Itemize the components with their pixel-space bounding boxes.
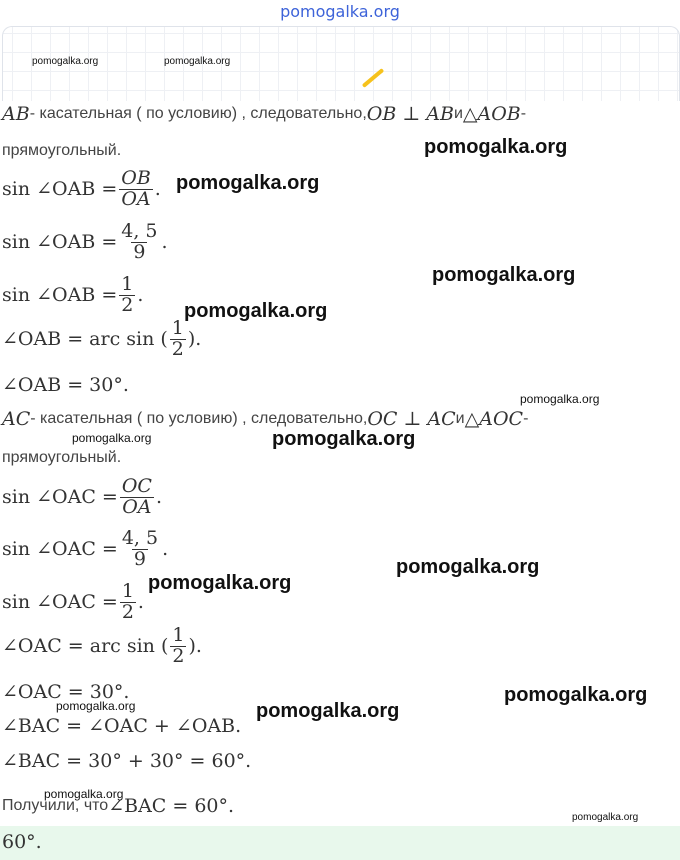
equation-tail: . [161,231,168,253]
fraction-numerator: 1 [171,316,184,339]
fraction-denominator: 9 [133,547,146,570]
fraction-denominator: 2 [172,644,185,667]
watermark: pomogalka.org [520,392,600,406]
watermark: pomogalka.org [424,136,568,158]
statement-continuation: прямоугольный. [2,449,122,466]
fraction [120,526,160,570]
triangle-expr: △AOB [462,103,521,125]
fraction [119,272,135,316]
equation-lhs: sin ∠OAC = [2,538,118,560]
fraction [170,623,186,667]
watermark: pomogalka.org [504,684,648,706]
equation-lhs: sin ∠OAB = [2,178,118,200]
fraction [170,316,186,360]
answer-bar [0,826,680,860]
watermark: pomogalka.org [32,56,99,67]
fraction-numerator: OC [121,474,152,497]
watermark: pomogalka.org [164,56,231,67]
equation-lhs: sin ∠OAB = [2,284,118,306]
fraction [120,579,136,623]
watermark: pomogalka.org [256,700,400,722]
statement-text: - [520,105,527,122]
equation-line [2,577,144,627]
fraction-numerator: 1 [172,623,185,646]
fraction-denominator: 2 [121,293,134,316]
triangle-expr: △AOC [464,408,524,430]
result-text: Получили, что [2,797,109,814]
equation-lhs: ∠OAB = arc sin ( [2,328,168,350]
tangent-ac-statement [2,407,528,431]
equation-line: ∠BAC = 30° + 30° = 60°. [2,750,252,772]
statement-text: - касательная ( по условию) , следовательно, [29,105,367,122]
statement-text: - [523,410,529,427]
equation-tail: ). [187,328,202,350]
watermark: pomogalka.org [44,787,124,801]
grid-paper-card [2,26,680,101]
tangent-ab-statement [2,102,526,126]
segment-label: AB [2,103,30,125]
equation-line [2,472,162,522]
site-brand[interactable]: pomogalka.org [280,2,400,21]
equation-line: ∠BAC = ∠OAC + ∠OAB. [2,715,242,737]
equation-line [2,164,161,214]
fraction-numerator: 1 [121,579,134,602]
fraction-numerator: 4, 5 [121,219,158,242]
watermark: pomogalka.org [572,812,639,823]
segment-label: AC [2,408,31,430]
equation-tail: . [154,178,161,200]
equation-lhs: sin ∠OAC = [2,486,118,508]
equation-line: ∠OAB = 30°. [2,374,129,396]
watermark: pomogalka.org [176,172,320,194]
watermark: pomogalka.org [396,556,540,578]
perpendicular-expr: OC ⊥ AC [367,408,456,430]
watermark: pomogalka.org [184,300,328,322]
fraction-numerator: OB [121,166,151,189]
equation-tail: ). [188,635,202,657]
watermark: pomogalka.org [432,264,576,286]
statement-text: и [453,105,463,122]
fraction-numerator: 4, 5 [121,526,159,549]
equation-line [2,524,168,574]
watermark: pomogalka.org [56,699,136,713]
equation-tail: . [137,591,144,613]
fraction [119,166,153,210]
equation-tail: . [155,486,162,508]
fraction [120,474,154,518]
equation-line [2,270,143,320]
equation-lhs: sin ∠OAC = [2,591,118,613]
watermark: pomogalka.org [148,572,292,594]
watermark: pomogalka.org [72,431,152,445]
equation-lhs: sin ∠OAB = [2,231,118,253]
fraction-denominator: 2 [171,337,184,360]
equation-line [2,217,168,267]
equation-tail: . [162,538,169,560]
result-math: ∠BAC = 60°. [108,795,235,817]
watermark: pomogalka.org [272,428,416,450]
fraction-denominator: 9 [133,240,146,263]
perpendicular-expr: OB ⊥ AB [366,103,454,125]
answer-value: 60°. [2,831,42,853]
fraction-denominator: 2 [121,600,134,623]
equation-tail: . [137,284,144,306]
equation-line [2,314,201,364]
equation-line [2,621,202,671]
equation-lhs: ∠OAC = arc sin ( [2,635,169,657]
equation-line: ∠OAC = 30°. [2,681,130,703]
statement-text: - касательная ( по условию) , следовательно, [30,410,368,427]
fraction [119,219,159,263]
fraction-denominator: OA [121,187,151,210]
fraction-denominator: OA [122,495,152,518]
fraction-numerator: 1 [121,272,134,295]
statement-text: и [455,410,465,427]
statement-continuation: прямоугольный. [2,142,122,159]
